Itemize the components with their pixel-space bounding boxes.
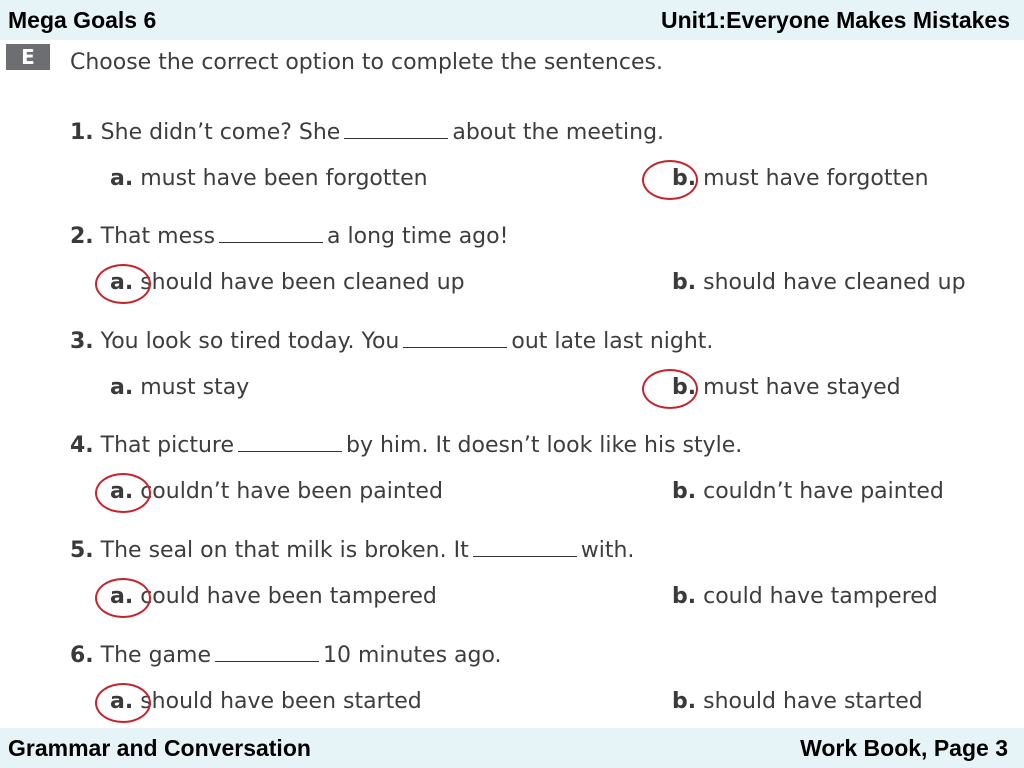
question-number: 1. bbox=[70, 120, 94, 145]
option-b[interactable] bbox=[672, 375, 901, 400]
question-text-after: a long time ago! bbox=[327, 224, 509, 249]
option-b[interactable] bbox=[672, 689, 923, 714]
option-letter: b. bbox=[672, 375, 697, 400]
option-text: could have tampered bbox=[703, 584, 938, 609]
question-2 bbox=[70, 224, 508, 249]
option-letter: b. bbox=[672, 584, 697, 609]
answer-blank[interactable] bbox=[473, 538, 577, 557]
option-letter: b. bbox=[672, 479, 697, 504]
section-badge: E bbox=[6, 44, 50, 70]
section-label: Grammar and Conversation bbox=[8, 734, 311, 761]
answer-blank[interactable] bbox=[403, 329, 507, 348]
option-text: could have been tampered bbox=[140, 584, 437, 609]
instruction-text: Choose the correct option to complete the sentences. bbox=[70, 50, 663, 75]
question-number: 6. bbox=[70, 643, 94, 668]
question-text-before: The game bbox=[100, 643, 211, 668]
option-b[interactable] bbox=[672, 270, 966, 295]
option-letter: a. bbox=[110, 584, 134, 609]
option-text: must stay bbox=[140, 375, 250, 400]
option-letter: a. bbox=[110, 375, 134, 400]
question-text-after: about the meeting. bbox=[452, 120, 665, 145]
top-header-bar bbox=[0, 0, 1024, 40]
option-b[interactable] bbox=[672, 166, 929, 191]
option-text: should have been started bbox=[140, 689, 422, 714]
question-5 bbox=[70, 538, 634, 563]
option-text: should have cleaned up bbox=[703, 270, 966, 295]
option-letter: b. bbox=[672, 270, 697, 295]
option-b[interactable] bbox=[672, 584, 938, 609]
option-a[interactable] bbox=[110, 584, 437, 609]
option-text: couldn’t have painted bbox=[703, 479, 944, 504]
option-text: must have stayed bbox=[703, 375, 901, 400]
option-a[interactable] bbox=[110, 166, 428, 191]
option-text: must have been forgotten bbox=[140, 166, 428, 191]
option-a[interactable] bbox=[110, 375, 249, 400]
answer-blank[interactable] bbox=[238, 433, 342, 452]
answer-blank[interactable] bbox=[215, 643, 319, 662]
option-letter: b. bbox=[672, 166, 697, 191]
question-text-after: by him. It doesn’t look like his style. bbox=[346, 433, 743, 458]
question-text-after: 10 minutes ago. bbox=[323, 643, 502, 668]
unit-title: Unit1:Everyone Makes Mistakes bbox=[661, 6, 1010, 33]
question-number: 4. bbox=[70, 433, 94, 458]
question-4 bbox=[70, 433, 742, 458]
question-number: 2. bbox=[70, 224, 94, 249]
option-letter: a. bbox=[110, 689, 134, 714]
option-letter: b. bbox=[672, 689, 697, 714]
option-letter: a. bbox=[110, 270, 134, 295]
question-text-after: out late last night. bbox=[511, 329, 714, 354]
question-text-before: That picture bbox=[100, 433, 234, 458]
question-1 bbox=[70, 120, 664, 145]
answer-blank[interactable] bbox=[219, 224, 323, 243]
option-text: must have forgotten bbox=[703, 166, 929, 191]
book-title: Mega Goals 6 bbox=[8, 6, 157, 33]
option-text: should have been cleaned up bbox=[140, 270, 465, 295]
option-a[interactable] bbox=[110, 689, 422, 714]
option-a[interactable] bbox=[110, 270, 465, 295]
question-3 bbox=[70, 329, 713, 354]
question-text-before: The seal on that milk is broken. It bbox=[100, 538, 469, 563]
question-number: 3. bbox=[70, 329, 94, 354]
option-a[interactable] bbox=[110, 479, 443, 504]
answer-blank[interactable] bbox=[344, 120, 448, 139]
option-b[interactable] bbox=[672, 479, 944, 504]
page-label: Work Book, Page 3 bbox=[800, 734, 1008, 761]
question-text-before: That mess bbox=[100, 224, 216, 249]
question-text-after: with. bbox=[580, 538, 635, 563]
question-6 bbox=[70, 643, 502, 668]
option-text: couldn’t have been painted bbox=[140, 479, 443, 504]
bottom-footer-bar bbox=[0, 728, 1024, 768]
option-letter: a. bbox=[110, 479, 134, 504]
question-text-before: She didn’t come? She bbox=[100, 120, 341, 145]
question-text-before: You look so tired today. You bbox=[100, 329, 400, 354]
question-number: 5. bbox=[70, 538, 94, 563]
option-text: should have started bbox=[703, 689, 923, 714]
option-letter: a. bbox=[110, 166, 134, 191]
